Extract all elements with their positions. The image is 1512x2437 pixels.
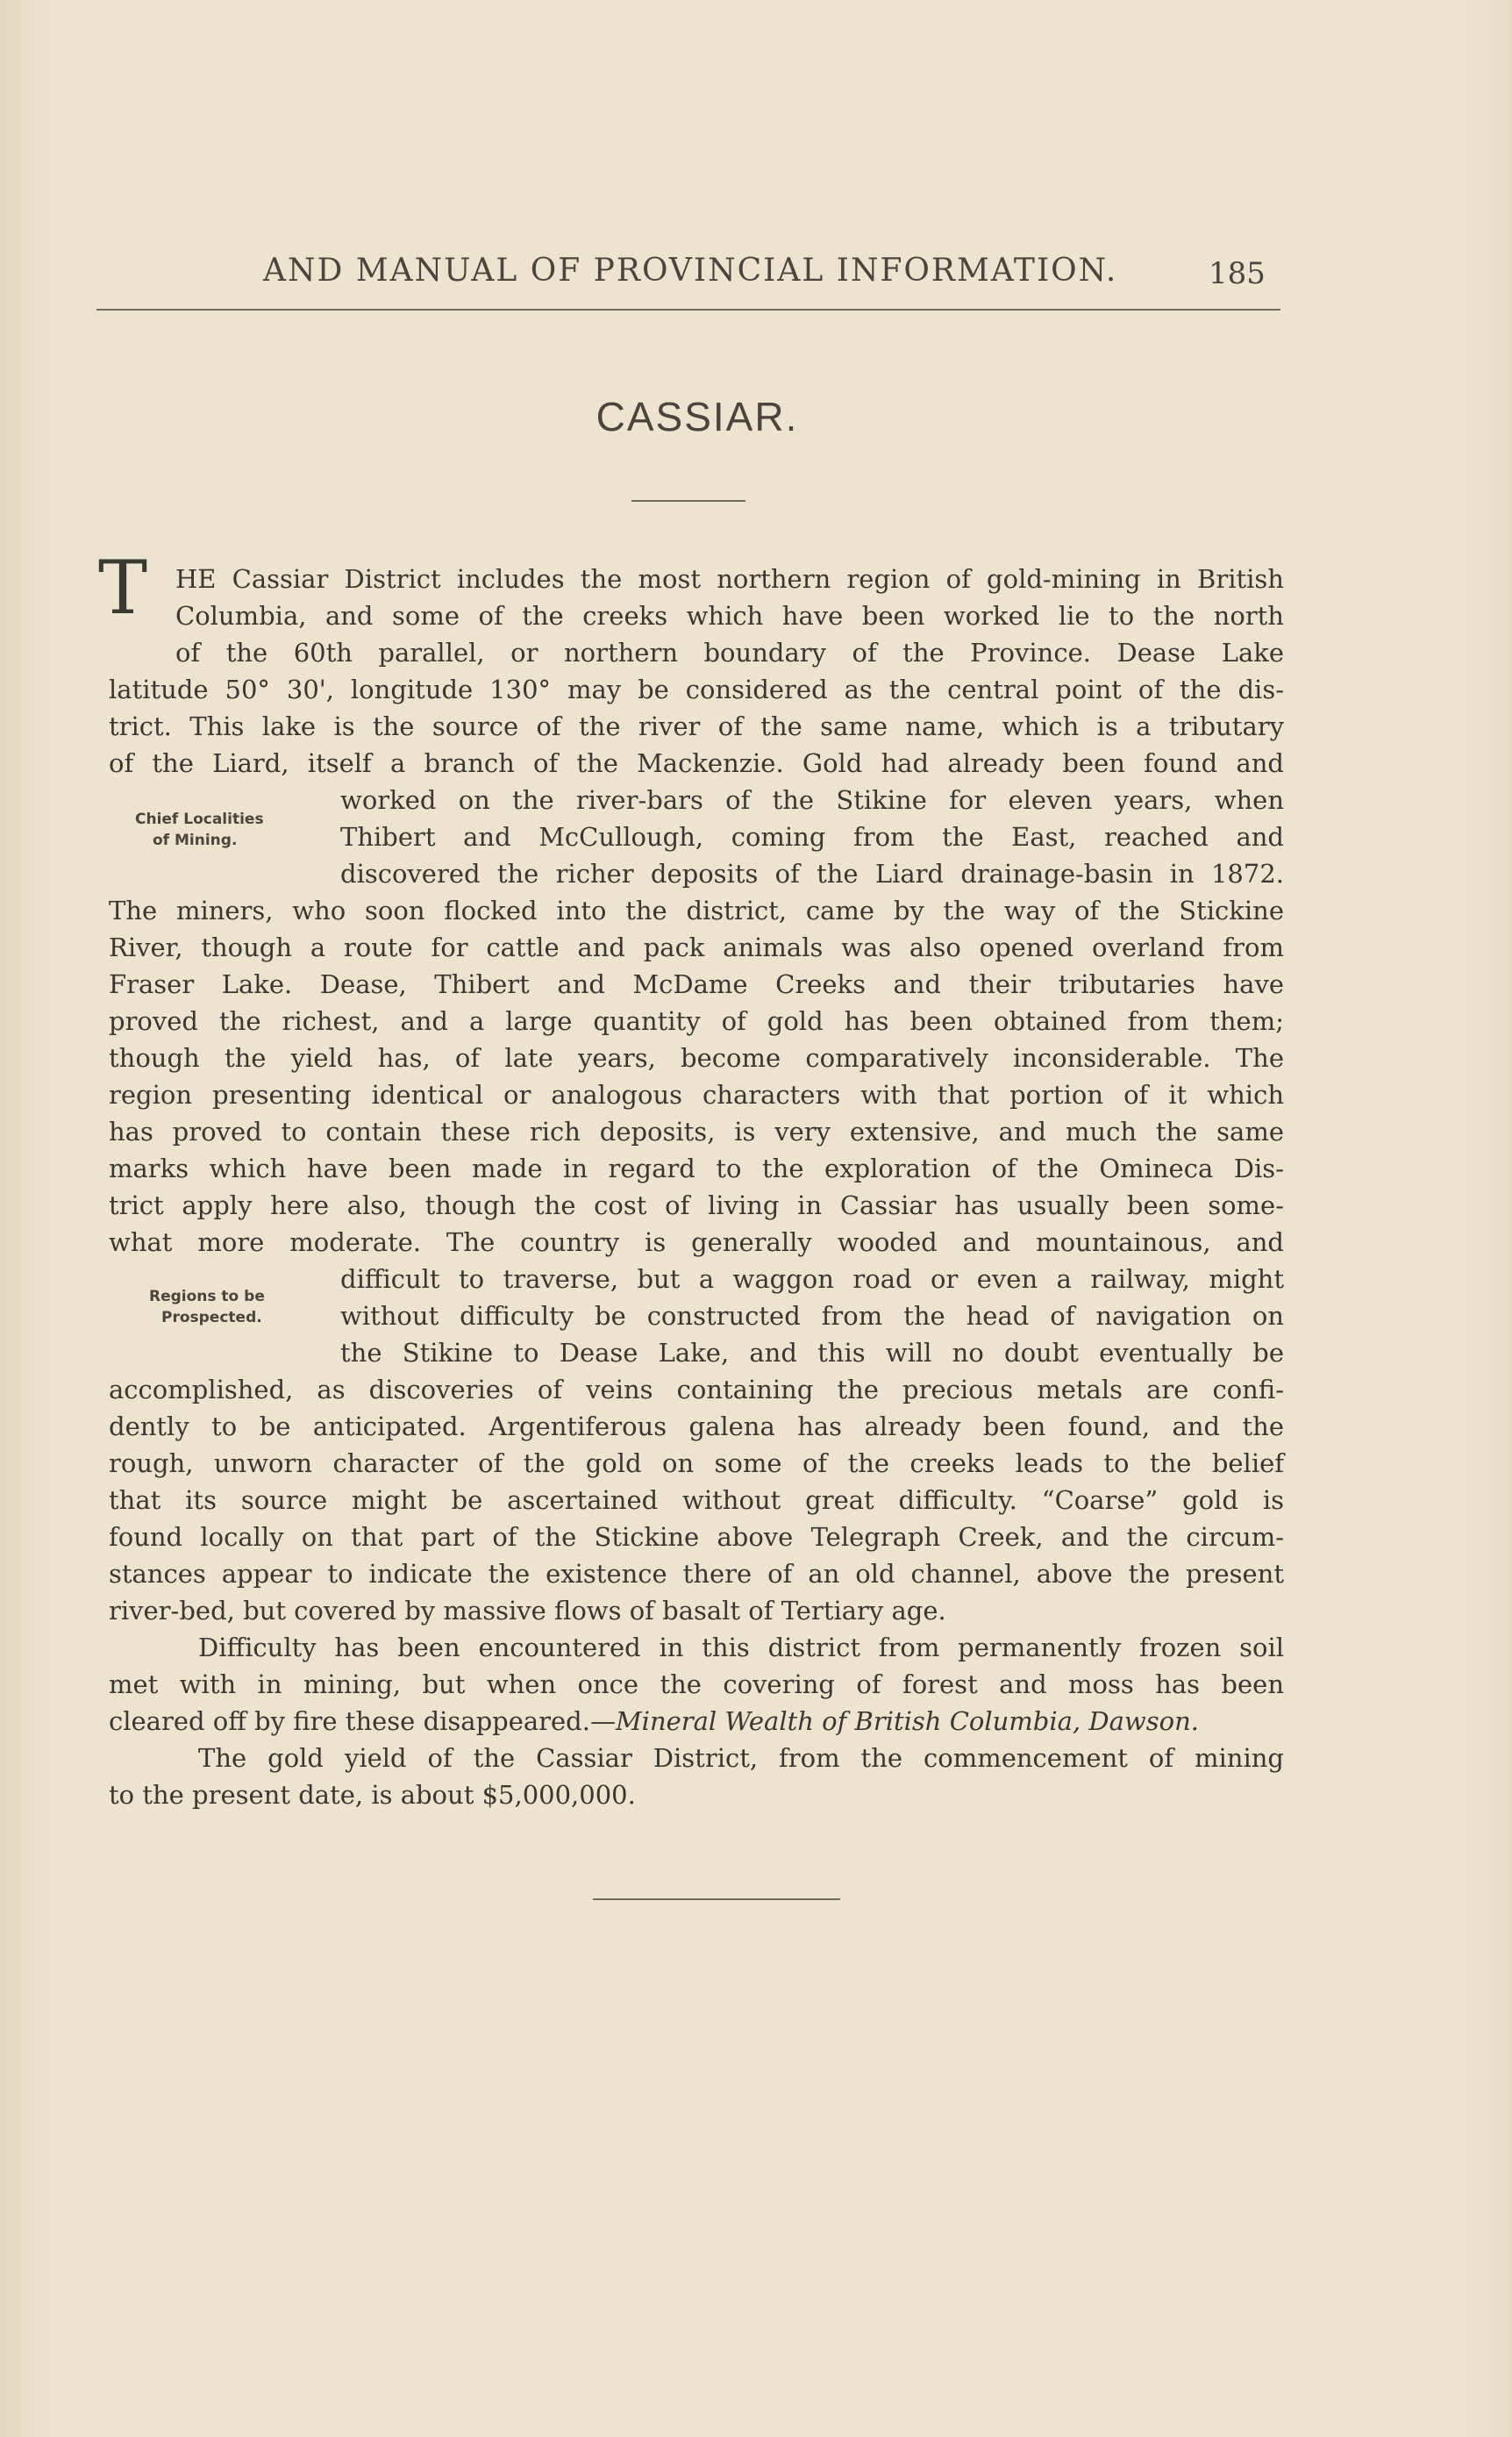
text-line: to the present date, is about $5,000,000. [109, 1780, 636, 1810]
text-line: region presenting identical or analogous characters with that portion of it which [109, 1080, 1284, 1110]
text-line: discovered the richer deposits of the Liard drainage-basin in 1872. [340, 859, 1284, 889]
sidenote-line: Prospected. [161, 1309, 262, 1326]
sidenote-line: Regions to be [149, 1288, 265, 1305]
citation: Mineral Wealth of British Columbia, Dawson. [615, 1706, 1199, 1736]
sidenote-line: Chief Localities [135, 811, 264, 828]
text-line: rough, unworn character of the gold on some of the creeks leads to the belief [109, 1448, 1284, 1478]
text-line: without difficulty be constructed from the head of navigation on [340, 1301, 1284, 1331]
text-line: the Stikine to Dease Lake, and this will no doubt eventually be [340, 1338, 1284, 1368]
text-line: of the 60th parallel, or northern boundary of the Province. Dease Lake [175, 638, 1284, 668]
text-line: latitude 50° 30', longitude 130° may be considered as the central point of the dis- [109, 675, 1284, 704]
text-line: The gold yield of the Cassiar District, from the commencement of mining [198, 1743, 1284, 1773]
text-line: what more moderate. The country is generally wooded and mountainous, and [109, 1227, 1284, 1257]
text-line: Thibert and McCullough, coming from the East, reached and [340, 822, 1284, 852]
text-line: Columbia, and some of the creeks which have been worked lie to the north [175, 601, 1284, 631]
sidenote-chief-localities [135, 809, 264, 851]
text-line: proved the richest, and a large quantity of gold has been obtained from them; [109, 1006, 1284, 1036]
text-line: HE Cassiar District includes the most northern region of gold-mining in British [175, 564, 1284, 594]
text-line: though the yield has, of late years, become comparatively inconsiderable. The [109, 1043, 1284, 1073]
drop-cap: T [98, 545, 148, 631]
text-line: river-bed, but covered by massive flows of basalt of Tertiary age. [109, 1596, 946, 1626]
text-line: dently to be anticipated. Argentiferous galena has already been found, and the [109, 1411, 1284, 1441]
header-rule [96, 309, 1280, 311]
text-line: has proved to contain these rich deposits, is very extensive, and much the same [109, 1117, 1284, 1147]
text-span: cleared off by fire these disappeared.— [109, 1706, 616, 1736]
text-line: found locally on that part of the Stickine above Telegraph Creek, and the circum- [109, 1522, 1284, 1552]
text-line-with-citation [109, 1704, 1284, 1739]
text-line: worked on the river-bars of the Stikine for eleven years, when [340, 785, 1284, 815]
text-line: Difficulty has been encountered in this district from permanently frozen soil [198, 1633, 1284, 1662]
text-line: River, though a route for cattle and pack animals was also opened overland from [109, 933, 1284, 962]
title-rule [631, 500, 745, 502]
text-line: accomplished, as discoveries of veins containing the precious metals are confi- [109, 1375, 1284, 1404]
text-line: trict apply here also, though the cost of living in Cassiar has usually been some- [109, 1190, 1284, 1220]
text-line: difficult to traverse, but a waggon road or even a railway, might [340, 1264, 1284, 1294]
sidenote-line: of Mining. [153, 832, 238, 849]
text-line: Fraser Lake. Dease, Thibert and McDame Creeks and their tributaries have [109, 969, 1284, 999]
page-number: 185 [1209, 256, 1266, 291]
text-line: of the Liard, itself a branch of the Mackenzie. Gold had already been found and [109, 748, 1284, 778]
text-line: trict. This lake is the source of the river of the same name, which is a tributary [109, 711, 1284, 741]
text-line: marks which have been made in regard to the exploration of the Omineca Dis- [109, 1154, 1284, 1183]
text-line: stances appear to indicate the existence there of an old channel, above the present [109, 1559, 1284, 1589]
section-title: CASSIAR. [596, 394, 799, 440]
running-head: AND MANUAL OF PROVINCIAL INFORMATION. [263, 253, 1118, 289]
text-line: The miners, who soon flocked into the district, came by the way of the Stickine [109, 896, 1284, 925]
sidenote-regions [149, 1286, 265, 1328]
end-rule [593, 1898, 840, 1900]
text-line: that its source might be ascertained without great difficulty. “Coarse” gold is [109, 1485, 1284, 1515]
text-line: met with in mining, but when once the covering of forest and moss has been [109, 1669, 1284, 1699]
